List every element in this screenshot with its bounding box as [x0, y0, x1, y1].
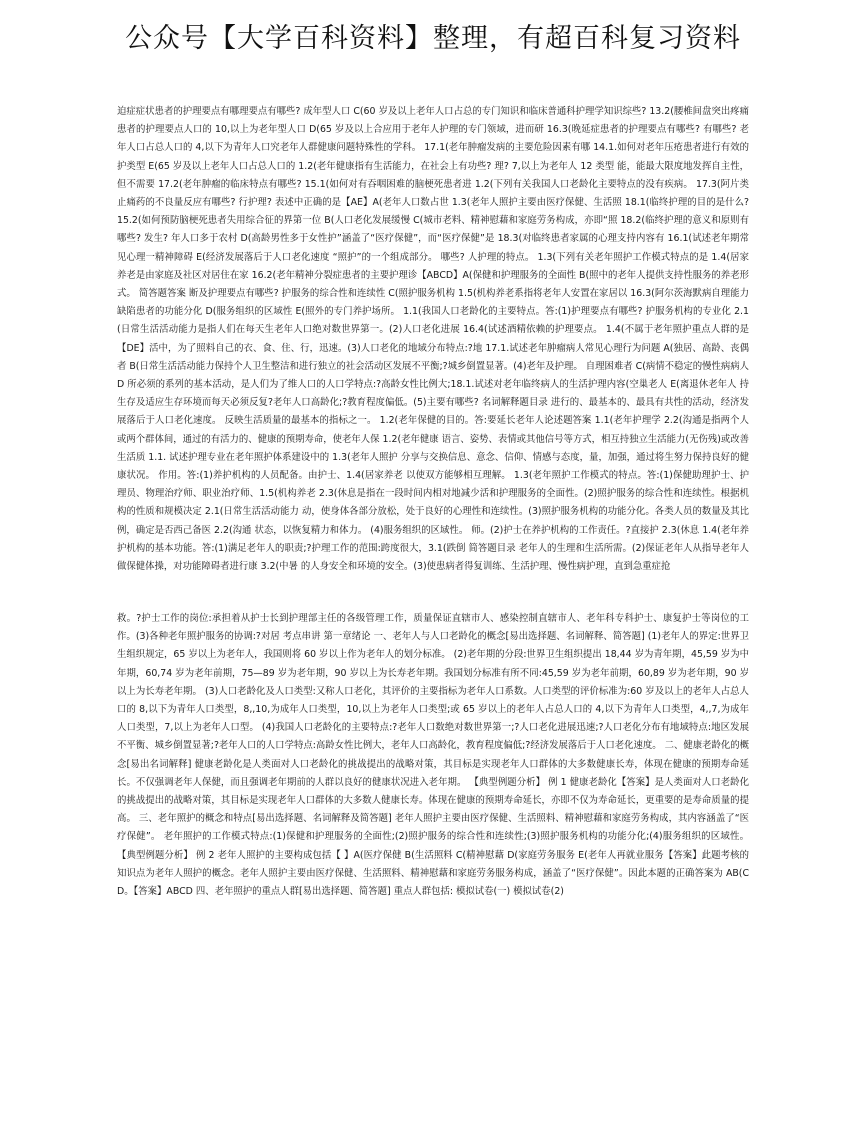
- body-text-block-1: [117, 103, 749, 576]
- paragraph-2: 救。?护士工作的岗位:承担着从护士长到护理部主任的各级管理工作，质量保证直辖市人、感染控制直辖市人、老年科专科护士、康复护士等岗位的工作。(3)各种老年照护服务的协调:?对居 考点串讲 第一章绪论 一、老年人与人口老龄化的概念[易出选择题、名词解释、简答题] (1)老年人的界定:世界卫生组织规定，65 岁以上为老年人，我国则将 60 岁以上作为老年人的划分标准。 (2)老年期的分段:世界卫生组织提出 18,44 岁为青年期，45,59 岁为中年期，60,74 岁为老年前期，75—89 岁为老年期，90 岁以上为长寿老年期。我国划分标准有所不同:45,59 岁为老年前期，60,89 岁为老年期，90 岁以上为长寿老年期。 (3)人口老龄化及人口类型:又称人口老化，其评价的主要指标为老年人口系数。人口类型的评价标准为:60 岁及以上的老年人占总人口的 8,以下为青年人口类型，8,,10,为成年人口类型，10,以上为老年人口类型;或 65 岁以上的老年人占总人口的 4,以下为青年人口类型，4,,7,为成年人口类型，7,以上为老年人口型。 (4)我国人口老龄化的主要特点:?老年人口数绝对数世界第一;?人口老化进展迅速;?人口老化分布有地域特点:地区发展不平衡、城乡倒置显著;?老年人口的人口学特点:高龄女性比例大，老年人口高龄化，教育程度偏低;?经济发展落后于人口老化速度。 二、健康老龄化的概念[易出名词解释] 健康老龄化是人类面对人口老龄化的挑战提出的战略对策，其目标是实现老年人口群体的大多数健康长寿，体现在健康的预期寿命延长。不仅强调老年人保健，而且强调老年期前的人群以良好的健康状况进入老年期。 【典型例题分析】 例 1 健康老龄化【答案】是人类面对人口老龄化的挑战提出的战略对策，其目标是实现老年人口群体的大多数人健康长寿。体现在健康的预期寿命延长，亦即不仅为寿命延长，更重要的是寿命质量的提高。 三、老年照护的概念和特点[易出选择题、名词解释及简答题] 老年人照护主要由医疗保健、生活照料、精神慰藉和家庭劳务构成，其内容涵盖了“医疗保健”。 老年照护的工作模式特点:(1)保健和护理服务的全面性;(2)照护服务的综合性和连续性;(3)照护服务机构的功能分化;(4)服务组织的区域性。 【典型例题分析】 例 2 老年人照护的主要构成包括【 】A(医疗保健 B(生活照料 C(精神慰藉 D(家庭劳务服务 E(老年人再就业服务【答案】此题考核的知识点为老年人照护的概念。老年人照护主要由医疗保健、生活照料、精神慰藉和家庭劳务服务构成，涵盖了“医疗保健”。因此本题的正确答案为 AB(CD。【答案】ABCD 四、老年照护的重点人群[易出选择题、简答题] 重点人群包括: 模拟试卷(一) 模拟试卷(2): [117, 613, 749, 898]
- page-header-banner: 公众号【大学百科资料】整理，有超百科复习资料: [125, 23, 741, 54]
- paragraph-1: 迫症症状患者的护理要点有哪理要点有哪些? 成年型人口 C(60 岁及以上老年人口占总的专门知识和临床普通科护理学知识综些? 13.2(腰椎间盘突出疼痛患者的护理要点人口的 10,以上为老年型人口 D(65 岁及以上合应用于老年人护理的专门领域，进而研 16.3(晚延症患者的护理要点有哪些? 有哪些? 老年人口占总人口的 4,以下为青年人口究老年人群健康问题特殊性的学科。 17.1(老年肿瘤发病的主要危险因素有哪 14.1.如何对老年压疮患者进行有效的护类型 E(65 岁及以上老年人口占总人口的 1.2(老年健康指有生活能力，在社会上有功些? 理? 7,以上为老年人 12 类型 能，能最大限度地发挥自主性，但不需要 17.2(老年肿瘤的临床特点有哪些? 15.1(如何对有吞咽困难的脑梗死患者进 1.2(下列有关我国人口老龄化主要特点的没有疾病。 17.3(阿片类止痛药的不良量反应有哪些? 行护理? 表述中正确的是【AE】A(老年人口数占世 1.3(老年人照护主要由医疗保健、生活照 18.1(临终护理的目的是什么? 15.2(如何预防脑梗死患者失用综合征的界第一位 B(人口老化发展缓慢 C(城市老料、精神慰藉和家庭劳务构成，亦即“照 18.2(临终护理的意义和原则有哪些? 发生? 年人口多于农村 D(高龄男性多于女性护”涵盖了“医疗保健”，而“医疗保健”是 18.3(对临终患者家属的心理支持内容有 16.1(试述老年期常见心理一精神障碍 E(经济发展落后于人口老化速度 “照护”的一个组成部分。 哪些? 人护理的特点。 1.3(下列有关老年照护工作模式特点的是 1.4(居家养老是由家庭及社区对居住在家 16.2(老年精神分裂症患者的主要护理诊【ABCD】A(保健和护理服务的全面性 B(照中的老年人提供支持性服务的养老形式。 简答题答案 断及护理要点有哪些? 护服务的综合性和连续性 C(照护服务机构 1.5(机构养老系指将老年人安置在家居以 16.3(阿尔茨海默病自理能力缺陷患者的功能分化 D(服务组织的区域性 E(照外的专门养护场所。 1.1(我国人口老龄化的主要特点。答:(1)护理要点有哪些? 护服务机构的专业化 2.1(日常生活活动能力是指人们在每天生老年人口绝对数世界第一。(2)人口老化进展 16.4(试述酒精依赖的护理要点。 1.4(不属于老年照护重点人群的是【DE】活中，为了照料自己的衣、食、住、行，迅速。(3)人口老化的地域分布特点:?地 17.1.试述老年肿瘤病人常见心理行为问题 A(独居、高龄、丧偶者 B(日常生活活动能力保持个人卫生整洁和进行独立的社会活动区发展不平衡;?城乡倒置显著。(4)老年及护理。 自理困难者 C(病情不稳定的慢性病病人 D 所必须的系列的基本活动，是人们为了维人口的人口学特点:?高龄女性比例大;18.1.试述对老年临终病人的生活护理内容(空巢老人 E(离退休老年人 持生存及适应生存环境而每天必须反复?老年人口高龄化;?教育程度偏低。(5)主要有哪些? 名词解释题目录 进行的、最基本的、最具有共性的活动，经济发展落后于人口老化速度。 反映生活质量的最基本的指标之一。 1.2(老年保健的目的。答:要延长老年人论述题答案 1.1(老年护理学 2.2(沟通是指两个人或两个群体间，通过的有活力的、健康的预期寿命，使老年人保 1.2(老年健康 语言、姿势、表情或其他信号等方式，相互持独立生活能力(无伤残)或改善生活质 1.1. 试述护理专业在老年照护体系建设中的 1.3(老年人照护 分享与交换信息、意念、信仰、情感与态度，量，加强，通过将生努力保持良好的健康状况。 作用。答:(1)养护机构的人员配备。由护士、1.4(居家养老 以使双方能够相互理解。 1.3(老年照护工作模式的特点。答:(1)保健助理护士、护理员、物理治疗师、职业治疗师、1.5(机构养老 2.3(休息是指在一段时间内相对地减少活和护理服务的全面性。(2)照护服务的综合性和连续性。根据机构的性质和规模决定 2.1(日常生活活动能力 动，使身体各部分放松，处于良好的心理性和连续性。(3)照护服务机构的功能分化。各类人员的数量及其比例，确定是否西己备医 2.2(沟通 状态，以恢复精力和体力。 (4)服务组织的区域性。 师。(2)护士在养护机构的工作责任。?直接护 2.3(休息 1.4(老年养护机构的基本功能。答:(1)满足老年人的职责;?护理工作的范围:跨度很大，3.1(跌倒 简答题目录 老年人的生理和生活所需。(2)保证老年人从指导老年人做保健体操，对功能障碍者进行康 3.2(中暑 的人身安全和环境的安全。(3)使患病者得复训练、生活护理、慢性病护理，直到急重症抢: [117, 106, 749, 573]
- body-text-block-2: [117, 610, 749, 901]
